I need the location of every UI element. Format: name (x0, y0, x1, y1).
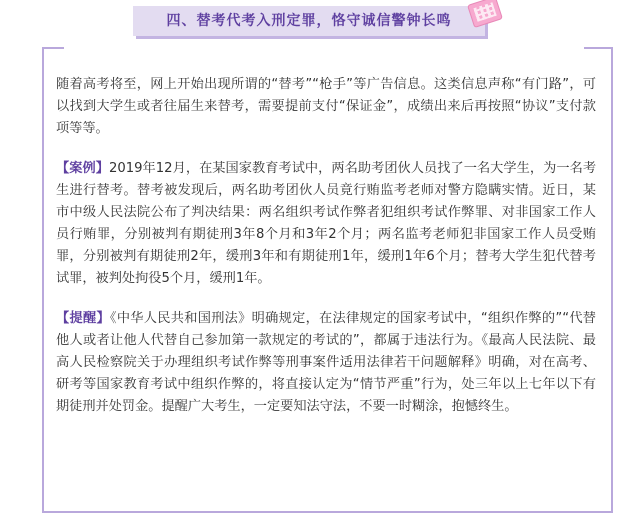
frame-gap (64, 44, 584, 52)
section-title: 四、替考代考入刑定罪，恪守诚信警钟长鸣 (166, 13, 452, 29)
article-body (56, 74, 596, 436)
case-text: 2019年12月，在某国家教育考试中，两名助考团伙人员找了一名大学生，为一名考生进行替考。替考被发现后，两名助考团伙人员竟行贿监考老师对警方隐瞒实情。近日，某市中级人民法院公布了判决结果：两名组织考试作弊者犯组织考试作弊罪、对非国家工作人员行贿罪，分别被判有期徒刑3年8个月和3年2个月；两名监考老师犯非国家工作人员受贿罪，分别被判有期徒刑2年，缓刑3年和有期徒刑1年，缓刑1年6个月；替考大学生犯代替考试罪，被判处拘役5个月，缓刑1年。 (56, 161, 597, 286)
case-tag: 【案例】 (56, 161, 109, 176)
intro-paragraph: 随着高考将至，网上开始出现所谓的“替考”“枪手”等广告信息。这类信息声称“有门路”，可以找到大学生或者往届生来替考，需要提前支付“保证金”，成绩出来后再按照“协议”支付款项等等。 (56, 77, 596, 136)
tip-paragraph (56, 308, 596, 418)
case-paragraph (56, 158, 596, 290)
tip-text: 《中华人民共和国刑法》明确规定，在法律规定的国家考试中，“组织作弊的”“代替他人或者让他人代替自己参加第一款规定的考试的”，都属于违法行为。《最高人民法院、最高人民检察院关于办理组织考试作弊等刑事案件适用法律若干问题解释》明确，对在高考、研考等国家教育考试中组织作弊的，将直接认定为“情节严重”行为，处三年以上七年以下有期徒刑并处罚金。提醒广大考生，一定要知法守法，不要一时糊涂，抱憾终生。 (56, 311, 596, 414)
section-title-bar (133, 6, 485, 36)
id-card-icon (467, 0, 503, 28)
tip-tag: 【提醒】 (56, 311, 110, 326)
